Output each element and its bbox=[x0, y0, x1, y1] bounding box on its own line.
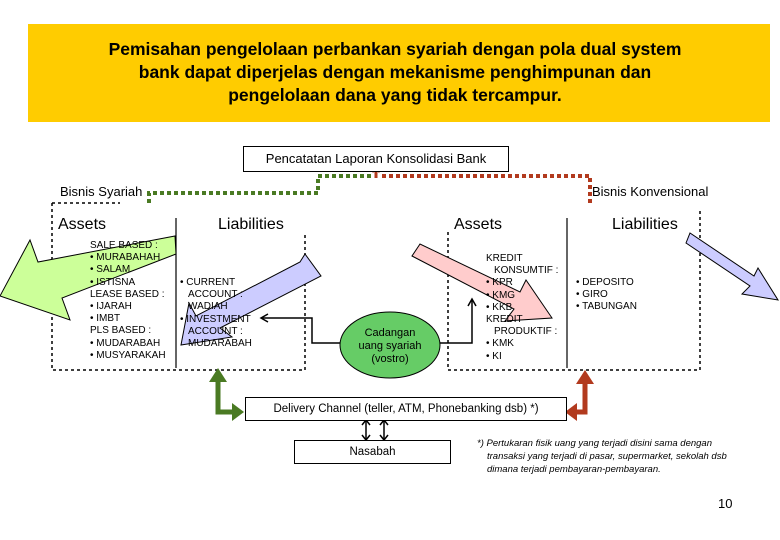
konvensional-business-label: Bisnis Konvensional bbox=[592, 184, 709, 199]
footnote-line-1: *) Pertukaran fisik uang yang terjadi disini sama dengan bbox=[477, 438, 712, 449]
syariah-liabilities-list bbox=[180, 277, 252, 350]
list-item: • MURABAHAH bbox=[90, 252, 161, 264]
konvensional-liabilities-list bbox=[576, 277, 637, 314]
list-item: SALE BASED : bbox=[90, 240, 158, 251]
list-item: • IMBT bbox=[90, 313, 121, 325]
reserve-left-connector bbox=[262, 318, 344, 343]
banner-line-3: pengelolaan dana yang tidak tercampur. bbox=[228, 85, 562, 105]
list-item: • KMK bbox=[486, 338, 514, 350]
list-item: • GIRO bbox=[576, 289, 608, 301]
list-item: • MUSYARAKAH bbox=[90, 349, 166, 361]
reserve-label bbox=[340, 327, 440, 366]
list-item: • KMG bbox=[486, 289, 516, 301]
list-item: LEASE BASED : bbox=[90, 288, 165, 300]
list-item: • SALAM bbox=[90, 264, 131, 276]
reserve-line-3: (vostro) bbox=[371, 353, 409, 365]
reserve-line-1: Cadangan bbox=[364, 327, 416, 339]
list-item: KONSUMTIF : bbox=[494, 265, 559, 277]
customer-box bbox=[294, 440, 451, 464]
syariah-assets-list bbox=[90, 240, 166, 362]
list-item: KREDIT bbox=[486, 314, 523, 326]
list-item: ACCOUNT : bbox=[188, 289, 243, 301]
reserve-line-2: uang syariah bbox=[358, 340, 422, 352]
customer-label: Nasabah bbox=[349, 446, 396, 458]
list-item: KREDIT bbox=[486, 253, 523, 264]
list-item: PRODUKTIF : bbox=[494, 326, 558, 338]
konvensional-assets-title: Assets bbox=[454, 216, 503, 233]
delivery-channel-box bbox=[245, 397, 567, 421]
list-item: • KPR bbox=[486, 277, 513, 289]
list-item: PLS BASED : bbox=[90, 325, 152, 337]
list-item: WADIAH bbox=[188, 301, 228, 313]
list-item: • CURRENT bbox=[180, 277, 236, 288]
banner-line-2: bank dapat diperjelas dengan mekanisme penghimpunan dan bbox=[138, 62, 652, 82]
syariah-dotted-connector bbox=[149, 176, 372, 203]
consolidated-report-box bbox=[243, 146, 509, 172]
list-item: • INVESTMENT bbox=[180, 313, 251, 325]
list-item: • IJARAH bbox=[90, 301, 132, 313]
list-item: • ISTISNA bbox=[90, 276, 136, 288]
footnote bbox=[477, 437, 727, 476]
page-number: 10 bbox=[718, 496, 733, 511]
syariah-business-label: Bisnis Syariah bbox=[60, 184, 143, 199]
reserve-right-connector bbox=[436, 300, 472, 343]
consolidated-report-label: Pencatatan Laporan Konsolidasi Bank bbox=[265, 151, 487, 166]
delivery-channel-label: Delivery Channel (teller, ATM, Phonebanking dsb) *) bbox=[273, 403, 539, 415]
list-item: MUDARABAH bbox=[188, 338, 252, 350]
list-item: • KI bbox=[486, 350, 502, 362]
syariah-assets-title: Assets bbox=[58, 216, 107, 233]
konvensional-liabilities-title: Liabilities bbox=[612, 216, 678, 233]
list-item: • DEPOSITO bbox=[576, 277, 634, 288]
konvensional-dotted-connector bbox=[382, 176, 590, 203]
syariah-liabilities-title: Liabilities bbox=[218, 216, 284, 233]
list-item: • TABUNGAN bbox=[576, 301, 637, 313]
list-item: ACCOUNT : bbox=[188, 325, 243, 337]
banner-line-1: Pemisahan pengelolaan perbankan syariah dengan pola dual system bbox=[108, 39, 682, 59]
footnote-line-2: transaksi yang terjadi di pasar, supermarket, sekolah dsb bbox=[487, 451, 727, 462]
list-item: • MUDARABAH bbox=[90, 337, 161, 349]
list-item: • KKB bbox=[486, 301, 513, 313]
konvensional-assets-list bbox=[486, 253, 558, 363]
footnote-line-3: dimana terjadi pembayaran-pembayaran. bbox=[487, 464, 661, 475]
